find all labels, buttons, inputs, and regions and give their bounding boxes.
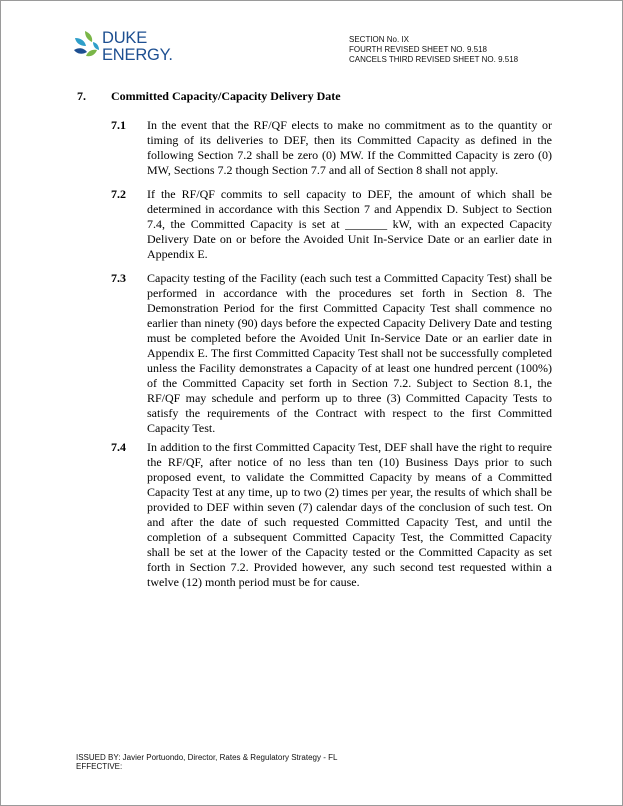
subsection-7-3: [111, 271, 552, 436]
duke-energy-logo: [71, 28, 191, 72]
subsection-number: 7.4: [111, 440, 126, 454]
subsection-text: If the RF/QF commits to sell capacity to DEF, the amount of which shall be determined in accordance with this Section 7 and Appendix D. Subject to Section 7.4, the Committed Capacity is set at _______ kW, with an expected Capacity Delivery Date on or before the Avoided Unit In-Service Date or an earlier date in Appendix E.: [147, 187, 552, 261]
logo-text-line1: DUKE: [102, 29, 148, 47]
subsection-7-1: [111, 118, 552, 178]
subsection-7-4: [111, 440, 552, 590]
sheet-header: [349, 35, 518, 65]
effective-date: EFFECTIVE:: [76, 762, 123, 771]
sheet-number: FOURTH REVISED SHEET NO. 9.518: [349, 45, 487, 54]
subsection-number: 7.1: [111, 118, 126, 132]
heading-title: Committed Capacity/Capacity Delivery Date: [111, 89, 341, 103]
issued-by: ISSUED BY: Javier Portuondo, Director, Rates & Regulatory Strategy - FL: [76, 753, 338, 762]
subsection-number: 7.3: [111, 271, 126, 285]
section-number: SECTION No. IX: [349, 35, 410, 44]
heading-number: 7.: [77, 89, 86, 103]
logo-text-line2: ENERGY.: [102, 46, 173, 64]
subsection-text: In the event that the RF/QF elects to make no commitment as to the quantity or timing of its deliveries to DEF, then its Committed Capacity as defined in the following Section 7.2 shall be zero (0) MW. If the Committed Capacity is zero (0) MW, Sections 7.2 though Section 7.7 and all of Section 8 shall not apply.: [147, 118, 552, 177]
cancels-sheet: CANCELS THIRD REVISED SHEET NO. 9.518: [349, 55, 519, 64]
subsection-text: Capacity testing of the Facility (each such test a Committed Capacity Test) shall be performed in accordance with the procedures set forth in Section 8. The Demonstration Period for the first Committed Capacity Test shall commence no earlier than ninety (90) days before the expected Capacity Delivery Date and testing must be completed before the Avoided Unit In-Service Date or an earlier date in Appendix E. The first Committed Capacity Test shall not be successfully completed unless the Facility demonstrates a Capacity of at least one hundred percent (100%) of the Committed Capacity set forth in Section 7.2. Subject to Section 8.1, the RF/QF may schedule and perform up to three (3) Committed Capacity Tests to satisfy the requirements of the Contract with respect to the first Committed Capacity Test.: [147, 271, 552, 435]
duke-energy-logo-icon: [71, 28, 101, 64]
page-footer: [76, 753, 337, 771]
subsection-text: In addition to the first Committed Capacity Test, DEF shall have the right to require the RF/QF, after notice of no less than ten (10) Business Days prior to such proposed event, to validate the Committed Capacity by means of a Committed Capacity Test at any time, up to two (2) times per year, the results of which shall be provided to DEF within seven (7) calendar days of the conclusion of such test. On and after the date of such requested Committed Capacity Test, and until the completion of a subsequent Committed Capacity Test, the Committed Capacity shall be set at the lower of the Capacity tested or the Committed Capacity as set forth in Section 7.2. Provided however, any such second test requested within a twelve (12) month period must be for cause.: [147, 440, 552, 589]
subsection-7-2: [111, 187, 552, 262]
subsection-number: 7.2: [111, 187, 126, 201]
